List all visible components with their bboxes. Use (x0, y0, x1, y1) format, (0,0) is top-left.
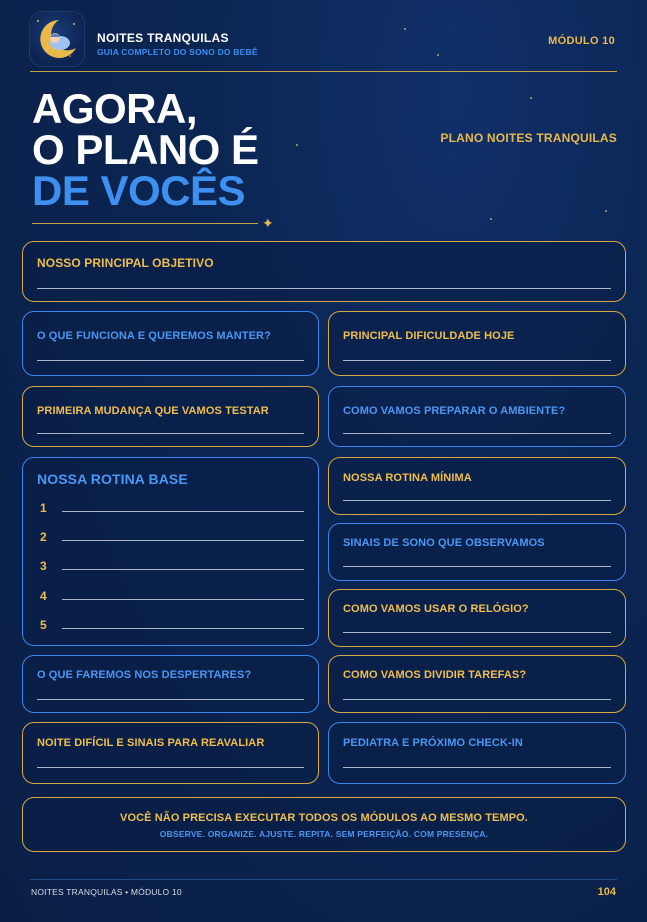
star-decoration (404, 28, 406, 30)
title-divider (32, 223, 258, 224)
plan-label: PLANO NOITES TRANQUILAS (440, 131, 617, 145)
routine-step-number: 4 (40, 589, 47, 603)
field-label: NOITE DIFÍCIL E SINAIS PARA REAVALIAR (37, 737, 265, 749)
field-label: NOSSA ROTINA MÍNIMA (343, 472, 472, 484)
field-label: SINAIS DE SONO QUE OBSERVAMOS (343, 537, 545, 549)
header-divider (30, 71, 617, 72)
field-label: NOSSO PRINCIPAL OBJETIVO (37, 256, 214, 270)
star-decoration (490, 218, 492, 220)
field-label: PRIMEIRA MUDANÇA QUE VAMOS TESTAR (37, 405, 269, 417)
write-line[interactable] (343, 767, 611, 768)
sparkle-icon: ✦ (262, 215, 274, 231)
footer-text: NOITES TRANQUILAS • MÓDULO 10 (31, 887, 182, 897)
field-label: PEDIATRA E PRÓXIMO CHECK-IN (343, 737, 523, 749)
write-line[interactable] (343, 360, 611, 361)
write-line[interactable] (37, 360, 304, 361)
works-keep-field[interactable] (22, 311, 319, 376)
field-label: O QUE FUNCIONA E QUEREMOS MANTER? (37, 330, 271, 342)
write-line[interactable] (37, 288, 611, 289)
field-label: COMO VAMOS USAR O RELÓGIO? (343, 603, 529, 615)
pediatrician-field[interactable] (328, 722, 626, 784)
field-label: PRINCIPAL DIFICULDADE HOJE (343, 330, 515, 342)
star-decoration (530, 97, 532, 99)
prepare-environment-field[interactable] (328, 386, 626, 447)
first-change-field[interactable] (22, 386, 319, 447)
write-line[interactable] (37, 699, 304, 700)
title-line-3: DE VOCÊS (32, 167, 246, 214)
closing-line-1: VOCÊ NÃO PRECISA EXECUTAR TODOS OS MÓDULOS AO MESMO TEMPO. (120, 812, 528, 824)
clock-use-field[interactable] (328, 589, 626, 647)
awakenings-field[interactable] (22, 655, 319, 713)
write-line[interactable] (62, 511, 304, 512)
split-tasks-field[interactable] (328, 655, 626, 713)
write-line[interactable] (62, 540, 304, 541)
write-line[interactable] (343, 699, 611, 700)
write-line[interactable] (37, 433, 304, 434)
minimal-routine-field[interactable] (328, 457, 626, 515)
star-decoration (437, 54, 439, 56)
main-difficulty-field[interactable] (328, 311, 626, 376)
module-label: MÓDULO 10 (548, 35, 615, 47)
moon-baby-icon (30, 12, 84, 66)
main-goal-field[interactable] (22, 241, 626, 302)
routine-step-number: 1 (40, 501, 47, 515)
closing-line-2: OBSERVE. ORGANIZE. AJUSTE. REPITA. SEM PERFEIÇÃO. COM PRESENÇA. (159, 829, 489, 839)
closing-message (22, 797, 626, 852)
hard-night-field[interactable] (22, 722, 319, 784)
brand-subtitle: GUIA COMPLETO DO SONO DO BEBÊ (97, 47, 258, 57)
write-line[interactable] (343, 433, 611, 434)
field-label: COMO VAMOS DIVIDIR TAREFAS? (343, 669, 527, 681)
routine-step-number: 3 (40, 559, 47, 573)
brand-title: NOITES TRANQUILAS (97, 31, 229, 45)
base-routine-field[interactable] (22, 457, 319, 646)
routine-step-number: 2 (40, 530, 47, 544)
write-line[interactable] (62, 599, 304, 600)
page-number: 104 (597, 886, 616, 898)
write-line[interactable] (37, 767, 304, 768)
star-decoration (605, 210, 607, 212)
footer-divider (30, 879, 617, 880)
write-line[interactable] (343, 566, 611, 567)
title-line-2: O PLANO É (32, 126, 259, 173)
page-title (32, 85, 259, 214)
write-line[interactable] (62, 628, 304, 629)
star-decoration (296, 144, 298, 146)
sleep-signs-field[interactable] (328, 523, 626, 581)
write-line[interactable] (343, 632, 611, 633)
field-label: O QUE FAREMOS NOS DESPERTARES? (37, 669, 252, 681)
field-label: COMO VAMOS PREPARAR O AMBIENTE? (343, 405, 566, 417)
write-line[interactable] (62, 569, 304, 570)
write-line[interactable] (343, 500, 611, 501)
title-line-1: AGORA, (32, 85, 197, 132)
field-label: NOSSA ROTINA BASE (37, 471, 188, 487)
routine-step-number: 5 (40, 618, 47, 632)
